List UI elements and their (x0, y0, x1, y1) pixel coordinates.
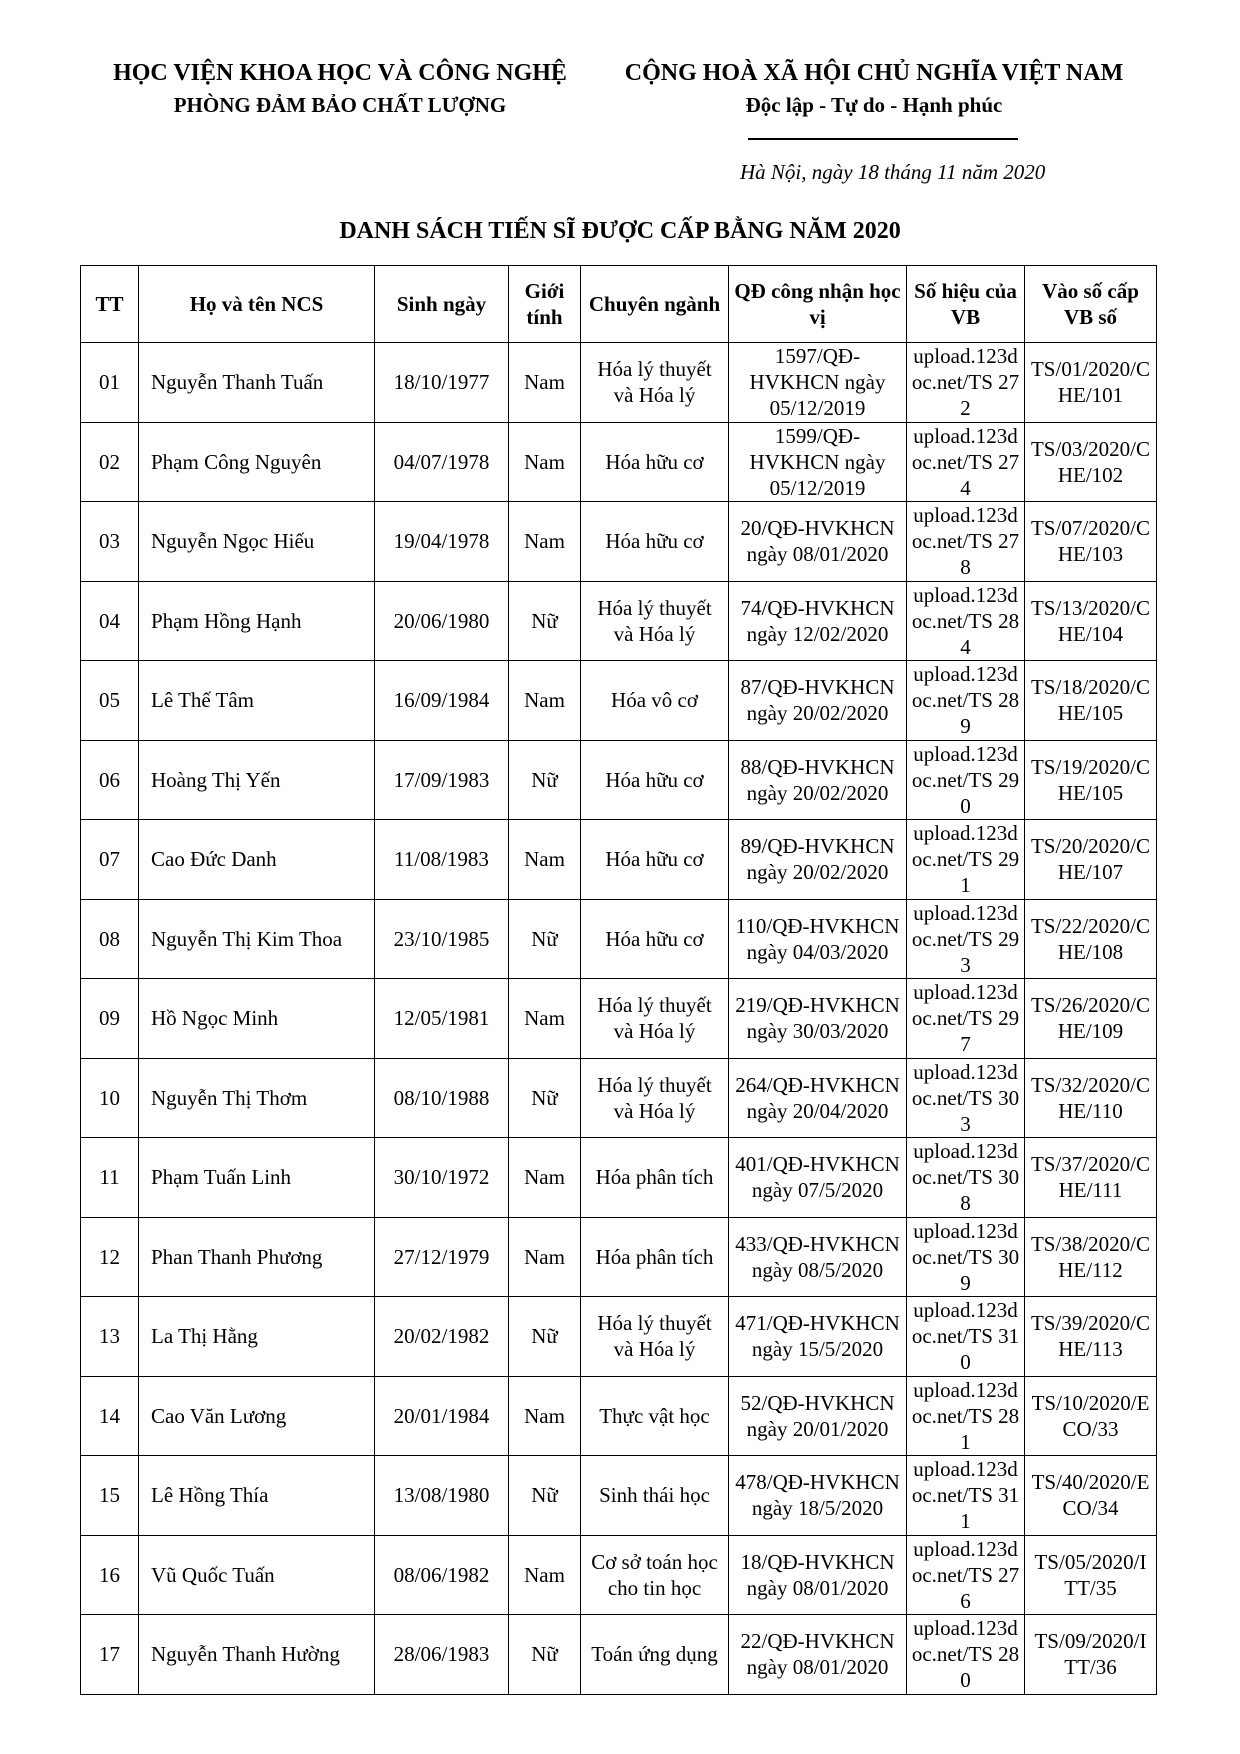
cell-major: Sinh thái học (581, 1456, 729, 1536)
cell-register-no: TS/07/2020/CHE/103 (1025, 502, 1157, 582)
country-name: CỘNG HOÀ XÃ HỘI CHỦ NGHĨA VIỆT NAM (624, 60, 1124, 86)
table-row (81, 899, 1157, 979)
cell-major: Hóa hữu cơ (581, 820, 729, 900)
cell-decision: 89/QĐ-HVKHCN ngày 20/02/2020 (729, 820, 907, 900)
cell-gender: Nam (509, 1535, 581, 1615)
cell-dob: 08/06/1982 (375, 1535, 509, 1615)
cell-cert-no: upload.123doc.net/TS 293 (907, 899, 1025, 979)
cell-name: La Thị Hằng (139, 1297, 375, 1377)
cell-dob: 27/12/1979 (375, 1217, 509, 1297)
cell-gender: Nam (509, 1138, 581, 1218)
table-row (81, 1376, 1157, 1456)
table-header-row (81, 266, 1157, 343)
cell-dob: 20/06/1980 (375, 581, 509, 661)
cell-dob: 23/10/1985 (375, 899, 509, 979)
table-row (81, 343, 1157, 423)
cell-decision: 52/QĐ-HVKHCN ngày 20/01/2020 (729, 1376, 907, 1456)
cell-dob: 11/08/1983 (375, 820, 509, 900)
cell-tt: 15 (81, 1456, 139, 1536)
cell-tt: 03 (81, 502, 139, 582)
cell-decision: 20/QĐ-HVKHCN ngày 08/01/2020 (729, 502, 907, 582)
cell-gender: Nam (509, 661, 581, 741)
cell-register-no: TS/37/2020/CHE/111 (1025, 1138, 1157, 1218)
cell-register-no: TS/20/2020/CHE/107 (1025, 820, 1157, 900)
cell-decision: 1599/QĐ-HVKHCN ngày 05/12/2019 (729, 422, 907, 502)
cell-cert-no: upload.123doc.net/TS 272 (907, 343, 1025, 423)
cell-cert-no: upload.123doc.net/TS 289 (907, 661, 1025, 741)
cell-gender: Nữ (509, 1058, 581, 1138)
cell-dob: 20/02/1982 (375, 1297, 509, 1377)
cell-gender: Nam (509, 1217, 581, 1297)
cell-decision: 1597/QĐ-HVKHCN ngày 05/12/2019 (729, 343, 907, 423)
cell-cert-no: upload.123doc.net/TS 278 (907, 502, 1025, 582)
cell-name: Phạm Tuấn Linh (139, 1138, 375, 1218)
cell-name: Lê Thế Tâm (139, 661, 375, 741)
cell-gender: Nam (509, 1376, 581, 1456)
cell-gender: Nam (509, 820, 581, 900)
cell-name: Lê Hồng Thía (139, 1456, 375, 1536)
cell-major: Thực vật học (581, 1376, 729, 1456)
cell-tt: 09 (81, 979, 139, 1059)
cell-major: Hóa vô cơ (581, 661, 729, 741)
col-header-major: Chuyên ngành (581, 266, 729, 343)
col-header-register-no: Vào số cấp VB số (1025, 266, 1157, 343)
department-name: PHÒNG ĐẢM BẢO CHẤT LƯỢNG (173, 93, 507, 117)
cell-tt: 07 (81, 820, 139, 900)
cell-cert-no: upload.123doc.net/TS 311 (907, 1456, 1025, 1536)
cell-name: Nguyễn Thanh Tuấn (139, 343, 375, 423)
cell-cert-no: upload.123doc.net/TS 308 (907, 1138, 1025, 1218)
col-header-decision: QĐ công nhận học vị (729, 266, 907, 343)
cell-name: Phạm Hồng Hạnh (139, 581, 375, 661)
cell-tt: 14 (81, 1376, 139, 1456)
cell-major: Hóa hữu cơ (581, 502, 729, 582)
cell-tt: 17 (81, 1615, 139, 1695)
table-row (81, 1297, 1157, 1377)
document-header (0, 56, 1240, 166)
cell-register-no: TS/32/2020/CHE/110 (1025, 1058, 1157, 1138)
cell-major: Hóa lý thuyết và Hóa lý (581, 979, 729, 1059)
cell-gender: Nữ (509, 1297, 581, 1377)
table-row (81, 1615, 1157, 1695)
col-header-tt: TT (81, 266, 139, 343)
place-and-date: Hà Nội, ngày 18 tháng 11 năm 2020 (740, 160, 1046, 184)
cell-name: Hồ Ngọc Minh (139, 979, 375, 1059)
cell-gender: Nam (509, 422, 581, 502)
cell-name: Nguyễn Thị Thơm (139, 1058, 375, 1138)
cell-tt: 01 (81, 343, 139, 423)
cell-gender: Nam (509, 502, 581, 582)
cell-name: Phan Thanh Phương (139, 1217, 375, 1297)
cell-major: Hóa hữu cơ (581, 740, 729, 820)
cell-register-no: TS/03/2020/CHE/102 (1025, 422, 1157, 502)
table-row (81, 1217, 1157, 1297)
cell-register-no: TS/05/2020/ITT/35 (1025, 1535, 1157, 1615)
cell-major: Hóa hữu cơ (581, 422, 729, 502)
cell-gender: Nữ (509, 1456, 581, 1536)
table-row (81, 820, 1157, 900)
table-row (81, 422, 1157, 502)
cell-register-no: TS/10/2020/ECO/33 (1025, 1376, 1157, 1456)
cell-decision: 219/QĐ-HVKHCN ngày 30/03/2020 (729, 979, 907, 1059)
col-header-name: Họ và tên NCS (139, 266, 375, 343)
table-row (81, 740, 1157, 820)
cell-major: Hóa phân tích (581, 1217, 729, 1297)
cell-dob: 12/05/1981 (375, 979, 509, 1059)
table-body (81, 343, 1157, 1695)
cell-name: Vũ Quốc Tuấn (139, 1535, 375, 1615)
cell-tt: 13 (81, 1297, 139, 1377)
cell-register-no: TS/01/2020/CHE/101 (1025, 343, 1157, 423)
cell-tt: 04 (81, 581, 139, 661)
cell-name: Nguyễn Thanh Hường (139, 1615, 375, 1695)
col-header-cert-no: Số hiệu của VB (907, 266, 1025, 343)
cell-register-no: TS/22/2020/CHE/108 (1025, 899, 1157, 979)
cell-gender: Nam (509, 343, 581, 423)
cell-tt: 06 (81, 740, 139, 820)
cell-decision: 478/QĐ-HVKHCN ngày 18/5/2020 (729, 1456, 907, 1536)
cell-dob: 20/01/1984 (375, 1376, 509, 1456)
cell-tt: 11 (81, 1138, 139, 1218)
table-row (81, 661, 1157, 741)
cell-register-no: TS/19/2020/CHE/105 (1025, 740, 1157, 820)
table-row (81, 1058, 1157, 1138)
cell-major: Hóa hữu cơ (581, 899, 729, 979)
institution-name: HỌC VIỆN KHOA HỌC VÀ CÔNG NGHỆ (113, 60, 567, 86)
table-row (81, 502, 1157, 582)
cell-tt: 16 (81, 1535, 139, 1615)
table-row (81, 1138, 1157, 1218)
doctorates-table (80, 265, 1157, 1695)
cell-register-no: TS/18/2020/CHE/105 (1025, 661, 1157, 741)
cell-name: Nguyễn Ngọc Hiếu (139, 502, 375, 582)
cell-major: Hóa lý thuyết và Hóa lý (581, 581, 729, 661)
cell-dob: 28/06/1983 (375, 1615, 509, 1695)
cell-cert-no: upload.123doc.net/TS 291 (907, 820, 1025, 900)
cell-cert-no: upload.123doc.net/TS 303 (907, 1058, 1025, 1138)
col-header-dob: Sinh ngày (375, 266, 509, 343)
national-motto: Độc lập - Tự do - Hạnh phúc (745, 93, 1003, 117)
cell-cert-no: upload.123doc.net/TS 276 (907, 1535, 1025, 1615)
cell-dob: 08/10/1988 (375, 1058, 509, 1138)
document-title: DANH SÁCH TIẾN SĨ ĐƯỢC CẤP BẰNG NĂM 2020 (339, 218, 901, 244)
cell-decision: 87/QĐ-HVKHCN ngày 20/02/2020 (729, 661, 907, 741)
cell-register-no: TS/40/2020/ECO/34 (1025, 1456, 1157, 1536)
cell-dob: 18/10/1977 (375, 343, 509, 423)
cell-major: Hóa lý thuyết và Hóa lý (581, 1058, 729, 1138)
cell-cert-no: upload.123doc.net/TS 309 (907, 1217, 1025, 1297)
cell-gender: Nữ (509, 740, 581, 820)
table-row (81, 581, 1157, 661)
cell-register-no: TS/26/2020/CHE/109 (1025, 979, 1157, 1059)
cell-cert-no: upload.123doc.net/TS 274 (907, 422, 1025, 502)
cell-cert-no: upload.123doc.net/TS 310 (907, 1297, 1025, 1377)
cell-decision: 110/QĐ-HVKHCN ngày 04/03/2020 (729, 899, 907, 979)
col-header-gender: Giới tính (509, 266, 581, 343)
cell-name: Cao Văn Lương (139, 1376, 375, 1456)
cell-gender: Nữ (509, 581, 581, 661)
cell-cert-no: upload.123doc.net/TS 290 (907, 740, 1025, 820)
cell-name: Phạm Công Nguyên (139, 422, 375, 502)
cell-decision: 74/QĐ-HVKHCN ngày 12/02/2020 (729, 581, 907, 661)
cell-tt: 05 (81, 661, 139, 741)
cell-tt: 10 (81, 1058, 139, 1138)
cell-decision: 88/QĐ-HVKHCN ngày 20/02/2020 (729, 740, 907, 820)
cell-cert-no: upload.123doc.net/TS 297 (907, 979, 1025, 1059)
cell-tt: 02 (81, 422, 139, 502)
cell-dob: 17/09/1983 (375, 740, 509, 820)
cell-cert-no: upload.123doc.net/TS 280 (907, 1615, 1025, 1695)
table-row (81, 979, 1157, 1059)
cell-name: Nguyễn Thị Kim Thoa (139, 899, 375, 979)
cell-register-no: TS/09/2020/ITT/36 (1025, 1615, 1157, 1695)
cell-decision: 401/QĐ-HVKHCN ngày 07/5/2020 (729, 1138, 907, 1218)
cell-decision: 264/QĐ-HVKHCN ngày 20/04/2020 (729, 1058, 907, 1138)
cell-name: Cao Đức Danh (139, 820, 375, 900)
national-motto-block (604, 56, 1144, 120)
cell-tt: 12 (81, 1217, 139, 1297)
cell-register-no: TS/39/2020/CHE/113 (1025, 1297, 1157, 1377)
cell-cert-no: upload.123doc.net/TS 284 (907, 581, 1025, 661)
table-row (81, 1456, 1157, 1536)
cell-major: Cơ sở toán học cho tin học (581, 1535, 729, 1615)
cell-name: Hoàng Thị Yến (139, 740, 375, 820)
cell-register-no: TS/13/2020/CHE/104 (1025, 581, 1157, 661)
table-row (81, 1535, 1157, 1615)
cell-dob: 04/07/1978 (375, 422, 509, 502)
motto-underline (748, 138, 1018, 140)
cell-dob: 19/04/1978 (375, 502, 509, 582)
cell-decision: 471/QĐ-HVKHCN ngày 15/5/2020 (729, 1297, 907, 1377)
cell-gender: Nam (509, 979, 581, 1059)
cell-major: Hóa lý thuyết và Hóa lý (581, 1297, 729, 1377)
cell-gender: Nữ (509, 899, 581, 979)
cell-register-no: TS/38/2020/CHE/112 (1025, 1217, 1157, 1297)
issuer-block (70, 56, 610, 120)
cell-decision: 22/QĐ-HVKHCN ngày 08/01/2020 (729, 1615, 907, 1695)
cell-tt: 08 (81, 899, 139, 979)
cell-dob: 16/09/1984 (375, 661, 509, 741)
cell-major: Toán ứng dụng (581, 1615, 729, 1695)
cell-major: Hóa lý thuyết và Hóa lý (581, 343, 729, 423)
cell-cert-no: upload.123doc.net/TS 281 (907, 1376, 1025, 1456)
cell-dob: 30/10/1972 (375, 1138, 509, 1218)
cell-decision: 18/QĐ-HVKHCN ngày 08/01/2020 (729, 1535, 907, 1615)
cell-decision: 433/QĐ-HVKHCN ngày 08/5/2020 (729, 1217, 907, 1297)
cell-gender: Nữ (509, 1615, 581, 1695)
cell-major: Hóa phân tích (581, 1138, 729, 1218)
cell-dob: 13/08/1980 (375, 1456, 509, 1536)
